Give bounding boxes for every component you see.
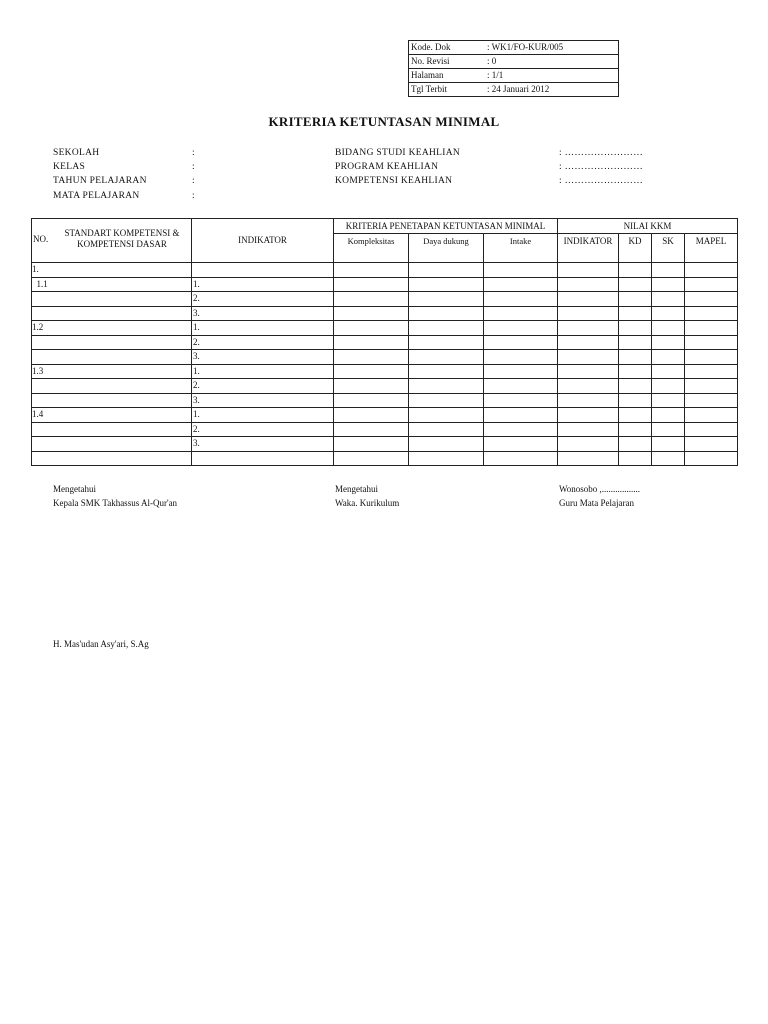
field-colon: :: [192, 191, 195, 201]
field-colon: :: [192, 176, 195, 186]
header-mapel: MAPEL: [695, 236, 727, 246]
column-divider: [191, 218, 192, 466]
table-border: [31, 218, 738, 219]
header-sk: SK: [662, 236, 674, 246]
field-label-sekolah: SEKOLAH: [53, 148, 100, 158]
row-number: 1.1: [32, 279, 48, 289]
header-nilai-indikator: INDIKATOR: [563, 236, 613, 246]
row-indicator-number: 2.: [193, 337, 200, 347]
row-indicator-number: 1.: [193, 279, 200, 289]
field-label-program-keahlian: PROGRAM KEAHLIAN: [335, 162, 439, 172]
row-number: 1.2: [32, 322, 44, 332]
row-indicator-number: 1.: [193, 409, 200, 419]
row-indicator-number: 2.: [193, 293, 200, 303]
row-divider: [31, 364, 738, 365]
row-divider: [31, 451, 738, 452]
row-indicator-number: 3.: [193, 351, 200, 361]
sig-mid-line1: Mengetahui: [335, 484, 378, 494]
row-indicator-number: 1.: [193, 322, 200, 332]
row-number: 1.3: [32, 366, 44, 376]
field-label-bidang-studi: BIDANG STUDI KEAHLIAN: [335, 148, 461, 158]
row-divider: [31, 436, 738, 437]
row-divider: [31, 422, 738, 423]
row-indicator-number: 2.: [193, 380, 200, 390]
row-divider: [31, 291, 738, 292]
doc-info-key: Halaman: [409, 69, 486, 83]
doc-info-row: [409, 55, 619, 69]
row-indicator-number: 3.: [193, 438, 200, 448]
sig-left-line1: Mengetahui: [53, 484, 96, 494]
row-indicator-number: 3.: [193, 308, 200, 318]
field-label-tahun-pelajaran: TAHUN PELAJARAN: [53, 176, 147, 186]
field-colon: :: [192, 148, 195, 158]
row-divider: [31, 306, 738, 307]
field-colon: :: [192, 162, 195, 172]
header-standart-kompetensi: STANDART KOMPETENSI &: [64, 228, 180, 238]
sig-mid-line2: Waka. Kurikulum: [335, 498, 400, 508]
header-bottom-divider: [31, 262, 738, 263]
doc-info-row: [409, 83, 619, 97]
row-number: 1.4: [32, 409, 44, 419]
sig-left-line2: Kepala SMK Takhassus Al-Qur'an: [53, 498, 178, 508]
page-title: KRITERIA KETUNTASAN MINIMAL: [268, 114, 500, 129]
header-kd: KD: [628, 236, 642, 246]
doc-info-key: Kode. Dok: [409, 41, 486, 55]
row-indicator-number: 2.: [193, 424, 200, 434]
header-nilai-kkm: NILAI KKM: [623, 221, 672, 231]
row-indicator-number: 3.: [193, 395, 200, 405]
sig-right-line1: Wonosobo ,.................: [559, 484, 641, 494]
row-indicator-number: 1.: [193, 366, 200, 376]
row-divider: [31, 335, 738, 336]
row-divider: [31, 277, 738, 278]
header-kompetensi-dasar: KOMPETENSI DASAR: [77, 239, 167, 249]
column-divider: [333, 218, 334, 466]
field-value-bidang-studi: : ……………………: [559, 148, 644, 158]
doc-info-row: [409, 41, 619, 55]
doc-info-key: Tgl Terbit: [409, 83, 486, 97]
doc-info-key: No. Revisi: [409, 55, 486, 69]
table-border: [737, 218, 738, 466]
row-divider: [31, 407, 738, 408]
row-divider: [31, 393, 738, 394]
header-kriteria-penetapan: KRITERIA PENETAPAN KETUNTASAN MINIMAL: [345, 221, 546, 231]
header-intake: Intake: [509, 236, 532, 246]
row-number: 1.: [32, 264, 39, 274]
header-sub-divider: [333, 233, 738, 234]
table-border: [31, 465, 738, 466]
document-info-box: [408, 40, 619, 97]
column-divider: [557, 218, 558, 466]
sig-right-line2: Guru Mata Pelajaran: [559, 498, 634, 508]
row-divider: [31, 378, 738, 379]
doc-info-value: : 0: [485, 55, 619, 69]
doc-info-value: : 1/1: [485, 69, 619, 83]
doc-info-value: : WK1/FO-KUR/005: [485, 41, 619, 55]
kkm-table: [31, 218, 738, 466]
field-value-kompetensi-keahlian: : ……………………: [559, 176, 644, 186]
field-label-mata-pelajaran: MATA PELAJARAN: [53, 191, 140, 201]
sig-left-name: H. Mas'udan Asy'ari, S.Ag: [53, 639, 149, 649]
field-label-kompetensi-keahlian: KOMPETENSI KEAHLIAN: [335, 176, 453, 186]
header-kompleksitas: Kompleksitas: [347, 236, 395, 246]
header-indikator: INDIKATOR: [238, 235, 287, 245]
doc-info-value: : 24 Januari 2012: [485, 83, 619, 97]
doc-info-row: [409, 69, 619, 83]
field-value-program-keahlian: : ……………………: [559, 162, 644, 172]
row-divider: [31, 349, 738, 350]
row-divider: [31, 320, 738, 321]
field-label-kelas: KELAS: [53, 162, 86, 172]
header-daya-dukung: Daya dukung: [423, 236, 469, 246]
table-border: [31, 218, 32, 466]
header-no: NO.: [33, 234, 49, 244]
